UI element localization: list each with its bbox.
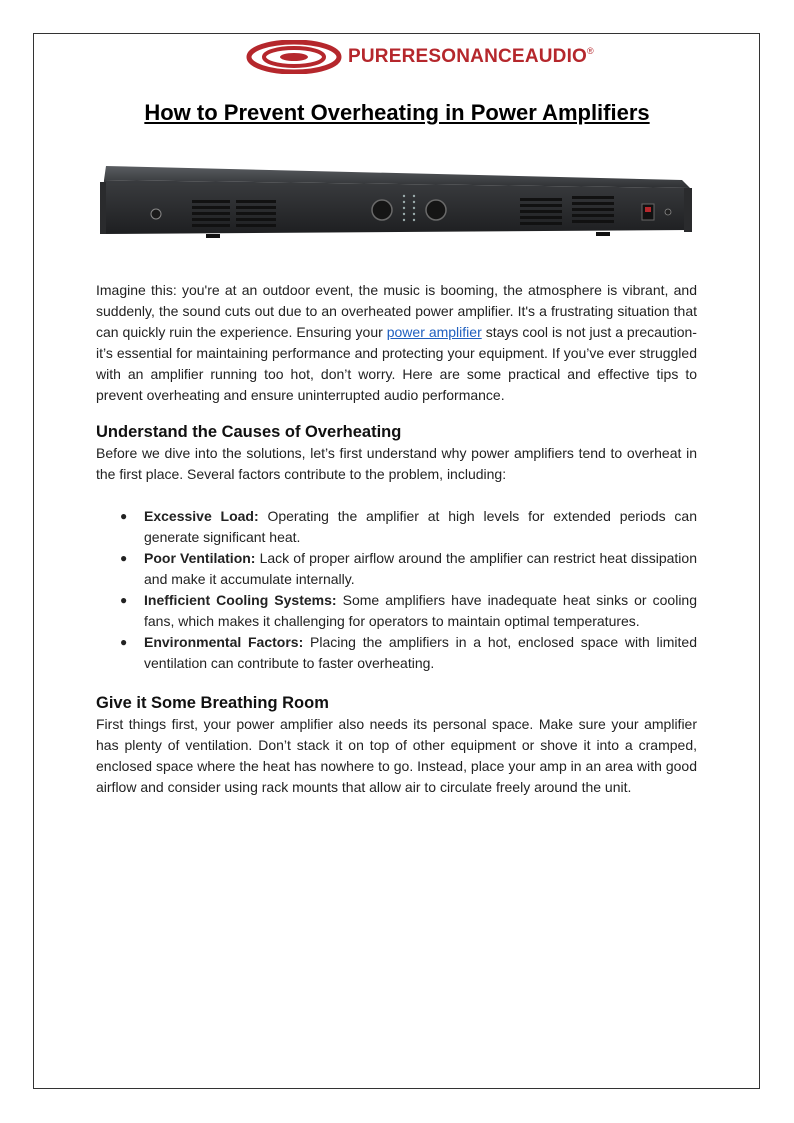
section1-paragraph: Before we dive into the solutions, let’s first understand why power amplifiers tend to overheat in the first place. Several factors contribute to the problem, including: (96, 445, 697, 482)
brand-logo-mark-icon (246, 40, 342, 74)
bullet-text: Lack of proper airflow around the amplifier can restrict heat dissipation and make it accumulate internally. (144, 550, 697, 587)
intro-text-after: stays cool is not just a precaution- it’s essential for maintaining performance and protecting your equipment. If you’ve ever struggled with an amplifier running too hot, don’t worry. Here are some practical and effective tips to prevent overheating and ensure uninterrupted audio performance. (96, 324, 697, 403)
brand-logo (246, 40, 594, 74)
section1-heading: Understand the Causes of Overheating (96, 423, 402, 441)
bullet-text: Operating the amplifier at high levels for extended periods can generate significant heat. (144, 508, 697, 545)
intro-paragraph (96, 280, 697, 406)
bullet-term: Environmental Factors: (144, 634, 304, 650)
bullet-term: Inefficient Cooling Systems: (144, 592, 337, 608)
list-item (96, 632, 697, 674)
brand-name-part3: AUDIO (524, 46, 588, 67)
section2-paragraph: First things first, your power amplifier also needs its personal space. Make sure your amplifier has plenty of ventilation. Don’t stack it on top of other equipment or shove it into a cramped, enclosed space where the heat has nowhere to go. Instead, place your amp in an area with good airflow and consider using rack mounts that allow air to circulate freely around the unit. (96, 716, 697, 795)
registered-mark: ® (587, 46, 594, 56)
bullet-term: Poor Ventilation: (144, 550, 256, 566)
bullet-text: Some amplifiers have inadequate heat sinks or cooling fans, which makes it challenging for operators to maintain optimal temperatures. (144, 592, 697, 629)
brand-name (348, 46, 594, 68)
power-amplifier-image (96, 152, 696, 252)
list-item (96, 590, 697, 632)
section2-heading: Give it Some Breathing Room (96, 694, 329, 712)
page-title: How to Prevent Overheating in Power Amplifiers (144, 100, 650, 125)
bullet-icon: ● (120, 593, 128, 607)
bullet-icon: ● (120, 551, 128, 565)
list-item (96, 506, 697, 548)
intro-text-before: Imagine this: you're at an outdoor event, the music is booming, the atmosphere is vibrant, and suddenly, the sound cuts out due to an overheated power amplifier. It's a frustrating situation that can quickly ruin the experience. Ensuring your (96, 282, 697, 340)
bullet-text: Placing the amplifiers in a hot, enclosed space with limited ventilation can contribute to faster overheating. (144, 634, 697, 671)
causes-list (96, 506, 697, 674)
brand-name-part2: RESONANCE (401, 46, 525, 67)
power-amplifier-link[interactable]: power amplifier (386, 324, 482, 340)
bullet-term: Excessive Load: (144, 508, 259, 524)
bullet-icon: ● (120, 635, 128, 649)
article-body (96, 280, 697, 798)
list-item (96, 548, 697, 590)
bullet-icon: ● (120, 509, 128, 523)
brand-name-part1: PURE (348, 46, 402, 67)
